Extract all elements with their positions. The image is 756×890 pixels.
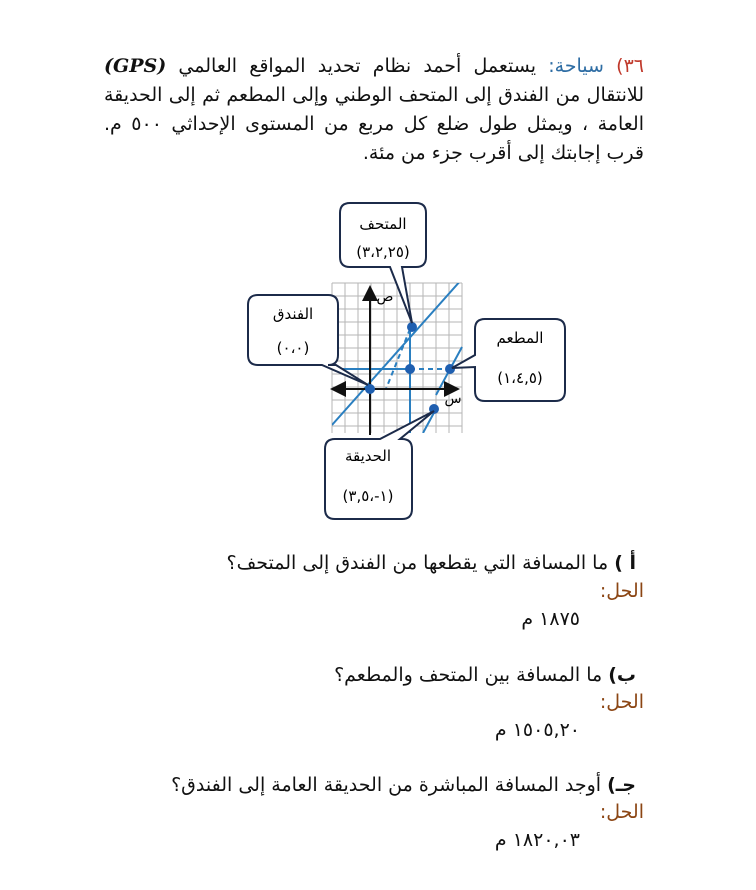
problem-statement	[104, 52, 644, 168]
grid	[332, 283, 462, 433]
coordinate-figure	[240, 195, 590, 525]
point-restaurant	[445, 364, 455, 374]
solution-b-label: الحل:	[599, 691, 644, 713]
hotel-coords: (٠،٠)	[276, 339, 310, 357]
gps-label: (GPS)	[104, 55, 167, 77]
question-b	[334, 664, 636, 686]
y-axis-label: ص	[376, 289, 394, 305]
answer-b: ١٥٠٥,٢٠ م	[494, 719, 580, 741]
problem-topic: سياحة:	[548, 55, 604, 77]
point-hotel	[365, 384, 375, 394]
callout-museum	[340, 203, 426, 323]
question-a-letter: أ )	[614, 552, 636, 574]
question-c-letter: جـ)	[607, 774, 636, 796]
museum-label: المتحف	[359, 215, 407, 233]
solution-c-label: الحل:	[599, 801, 644, 823]
question-b-letter: ب)	[608, 664, 636, 686]
restaurant-coords: (١،٤,٥)	[497, 369, 543, 387]
question-a	[227, 552, 636, 574]
restaurant-label: المطعم	[496, 329, 544, 347]
park-coords: (١-،٣,٥)	[342, 487, 394, 505]
question-c	[171, 774, 636, 796]
point-mid	[405, 364, 415, 374]
question-b-text: ما المسافة بين المتحف والمطعم؟	[334, 664, 609, 686]
callout-park	[325, 411, 434, 519]
answer-a: ١٨٧٥ م	[521, 608, 580, 630]
problem-text-2: للانتقال من الفندق إلى المتحف الوطني وإلى المطعم ثم إلى الحديقة العامة ، ويمثل طول ضلع كل مربع من المستوى الإحداثي ٥٠٠ م. قرب إجابتك إلى أقرب جزء من مئة.	[104, 84, 644, 164]
park-label: الحديقة	[344, 447, 392, 465]
problem-number: ٣٦)	[616, 55, 644, 77]
x-axis-label: س	[444, 391, 462, 407]
question-c-text: أوجد المسافة المباشرة من الحديقة العامة إلى الفندق؟	[171, 774, 608, 796]
hotel-label: الفندق	[272, 305, 314, 323]
answer-c: ١٨٢٠,٠٣ م	[494, 829, 580, 851]
museum-coords: (٣،٢,٢٥)	[356, 243, 410, 261]
solution-a-label: الحل:	[599, 580, 644, 602]
problem-text-1: يستعمل أحمد نظام تحديد المواقع العالمي	[166, 55, 549, 77]
callout-restaurant	[452, 319, 565, 401]
point-museum	[407, 322, 417, 332]
question-a-text: ما المسافة التي يقطعها من الفندق إلى المتحف؟	[226, 552, 615, 574]
